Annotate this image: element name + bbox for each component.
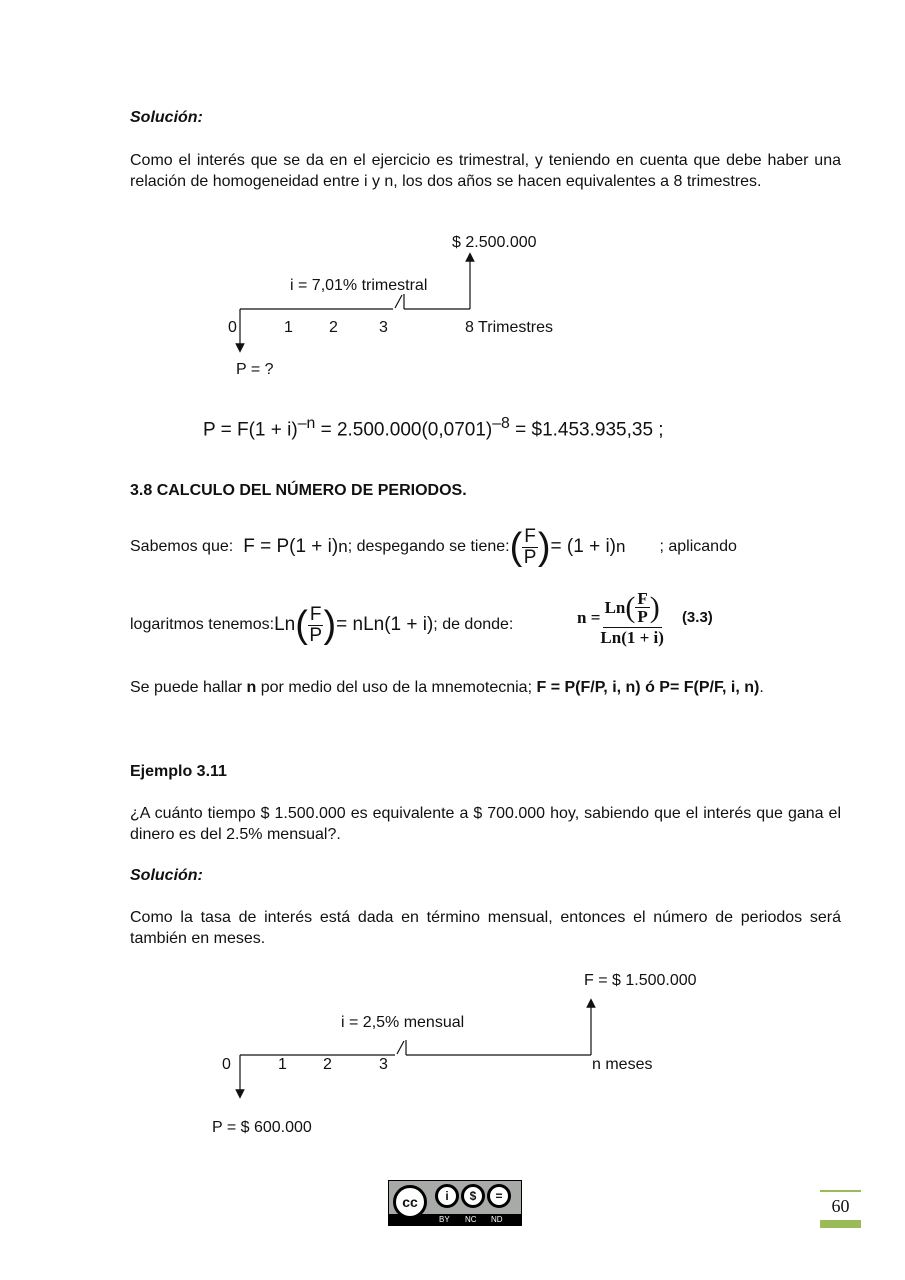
paragraph: Se puede hallar n por medio del uso de la mnemotecnia; F = P(F/P, i, n) ó P= F(P/F, i, n).: [130, 679, 764, 696]
page-number-bar: [820, 1220, 861, 1228]
page-number-rule: [820, 1190, 861, 1192]
tick-label: 0: [222, 1056, 231, 1073]
section-heading: 3.8 CALCULO DEL NÚMERO DE PERIODOS.: [130, 482, 467, 499]
future-value-label: F = $ 1.500.000: [584, 972, 697, 989]
formula-line-b: logaritmos tenemos: Ln ( $\frac{F}{P}$ ) = nLn(1 + i) ; de donde:: [130, 603, 514, 646]
badge-label: NC: [465, 1215, 477, 1224]
paragraph: Como la tasa de interés está dada en término mensual, entonces el número de periodos será también en meses.: [130, 909, 841, 947]
tick-label: 1: [278, 1056, 287, 1073]
rate-label: i = 2,5% mensual: [341, 1014, 465, 1031]
attribution-icon: i: [435, 1184, 459, 1208]
noderivatives-icon: =: [487, 1184, 511, 1208]
rate-label: i = 7,01% trimestral: [290, 277, 428, 294]
formula-n: n = Ln ( $\frac{F}{P}$ ) Ln(1 + i) (3.3): [577, 589, 713, 647]
tick-label: 3: [379, 1056, 388, 1073]
paragraph: Como el interés que se da en el ejercicio es trimestral, y teniendo en cuenta que debe haber una relación de homogeneidad entre i y n, los dos años se hacen equivalentes a 8 trimestres.: [130, 152, 841, 190]
tick-label: 3: [379, 319, 388, 336]
present-value-label: P = $ 600.000: [212, 1119, 312, 1136]
period-end-label: 8 Trimestres: [465, 319, 554, 336]
solution-label: Solución:: [130, 109, 203, 126]
break-mark: [395, 295, 402, 308]
cc-license-badge[interactable]: [388, 1180, 522, 1226]
tick-label: 2: [329, 319, 338, 336]
present-value-label: P = ?: [236, 361, 274, 378]
cash-flow-diagram-1: [240, 257, 470, 348]
badge-label: BY: [439, 1215, 450, 1224]
tick-label: 2: [323, 1056, 332, 1073]
break-mark: [397, 1041, 404, 1054]
paragraph: ¿A cuánto tiempo $ 1.500.000 es equivalente a $ 700.000 hoy, sabiendo que el interés que gana el dinero es del 2.5% mensual?.: [130, 805, 841, 843]
page-number: 60: [831, 1196, 850, 1216]
tick-label: 1: [284, 319, 293, 336]
period-end-label: n meses: [592, 1056, 653, 1073]
future-value-label: $ 2.500.000: [452, 234, 537, 251]
tick-label: 0: [228, 319, 237, 336]
example-heading: Ejemplo 3.11: [130, 763, 227, 780]
formula-present-value: $P = F(1 + i)^{-n} = 2.500.000(0,0701)^{-8}$ = $1.453.935,35 ;: [203, 415, 664, 441]
cc-logo-icon: cc: [393, 1185, 427, 1219]
solution-label: Solución:: [130, 867, 203, 884]
formula-line-a: Sabemos que: F = P(1 + i) n ; despegando se tiene: ( $\frac{F}{P}$ ) = (1 + i) n ; aplicando: [130, 525, 737, 568]
noncommercial-icon: $: [461, 1184, 485, 1208]
badge-label: ND: [491, 1215, 503, 1224]
